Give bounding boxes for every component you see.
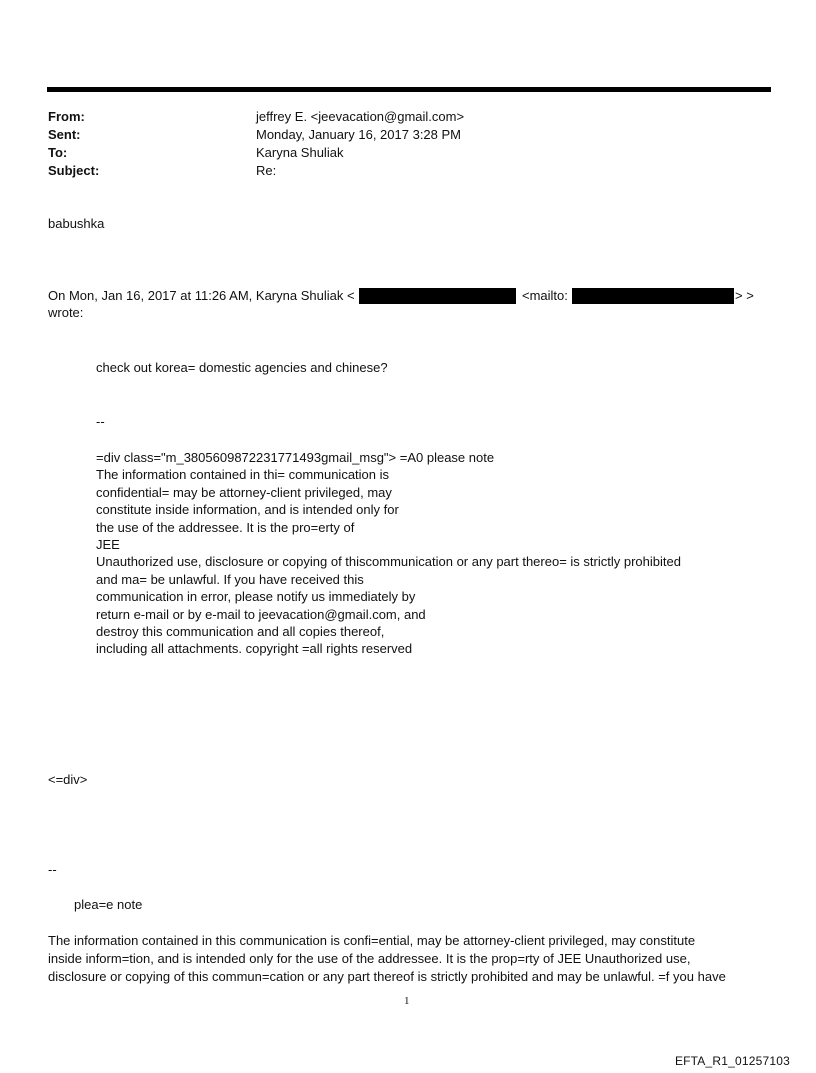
quoted-sig-dashes: -- — [96, 414, 105, 429]
from-row — [48, 108, 748, 126]
footer-line: The information contained in this communication is confi=ential, may be attorney-client privileged, may constitute — [48, 933, 696, 948]
sent-row — [48, 126, 748, 144]
header-rule — [47, 87, 771, 92]
sig-dashes: -- — [48, 862, 57, 877]
redaction-box — [359, 288, 516, 304]
disclaimer-line: including all attachments. copyright =all rights reserved — [96, 641, 413, 657]
quote-intro-start: On Mon, Jan 16, 2017 at 11:26 AM, Karyna Shuliak < — [48, 288, 355, 303]
disclaimer-line: =div class="m_3805609872231771493gmail_msg"> =A0 please note — [96, 450, 495, 465]
footer-disclaimer — [48, 932, 768, 986]
disclaimer-line: The information contained in thi= communication is — [96, 467, 390, 483]
sent-value: Monday, January 16, 2017 3:28 PM — [256, 127, 461, 142]
to-label: To: — [48, 145, 68, 160]
footer-line: disclosure or copying of this commun=cation or any part thereof is strictly prohibited and may be unlawful. =f you have — [48, 969, 726, 984]
sent-label: Sent: — [48, 127, 81, 142]
disclaimer-line: destroy this communication and all copies thereof, — [96, 624, 385, 640]
div-close-tag: <=div> — [48, 772, 88, 787]
disclaimer-line: Unauthorized use, disclosure or copying of thiscommunication or any part thereo= is strictly prohibited — [96, 554, 681, 570]
page-number: 1 — [404, 995, 410, 1007]
quote-intro-mailto: <mailto: — [522, 288, 568, 303]
to-value: Karyna Shuliak — [256, 145, 344, 160]
from-label: From: — [48, 109, 85, 124]
disclaimer-line: communication in error, please notify us immediately by — [96, 589, 416, 605]
quoted-disclaimer — [96, 449, 681, 658]
footer-line: inside inform=tion, and is intended only for the use of the addressee. It is the prop=rty of JEE Unauthorized use, — [48, 951, 691, 966]
email-header — [48, 108, 748, 180]
to-row — [48, 144, 748, 162]
reply-text: babushka — [48, 216, 105, 231]
disclaimer-line: return e-mail or by e-mail to jeevacation@gmail.com, and — [96, 606, 426, 622]
subject-value: Re: — [256, 163, 277, 178]
quoted-message: check out korea= domestic agencies and chinese? — [96, 360, 388, 375]
redaction-box — [572, 288, 734, 304]
please-note: plea=e note — [74, 897, 143, 912]
disclaimer-line: JEE — [96, 537, 120, 553]
disclaimer-line: constitute inside information, and is intended only for — [96, 502, 399, 518]
disclaimer-line: the use of the addressee. It is the pro=erty of — [96, 519, 355, 535]
disclaimer-line: confidential= may be attorney-client privileged, may — [96, 484, 392, 500]
document-id: EFTA_R1_01257103 — [674, 1054, 790, 1068]
quote-intro-wrote: wrote: — [48, 305, 84, 320]
quote-intro-end: > > — [735, 288, 754, 303]
disclaimer-line: and ma= be unlawful. If you have received this — [96, 571, 364, 587]
from-value: jeffrey E. <jeevacation@gmail.com> — [256, 109, 465, 124]
subject-row — [48, 162, 748, 180]
subject-label: Subject: — [48, 163, 100, 178]
